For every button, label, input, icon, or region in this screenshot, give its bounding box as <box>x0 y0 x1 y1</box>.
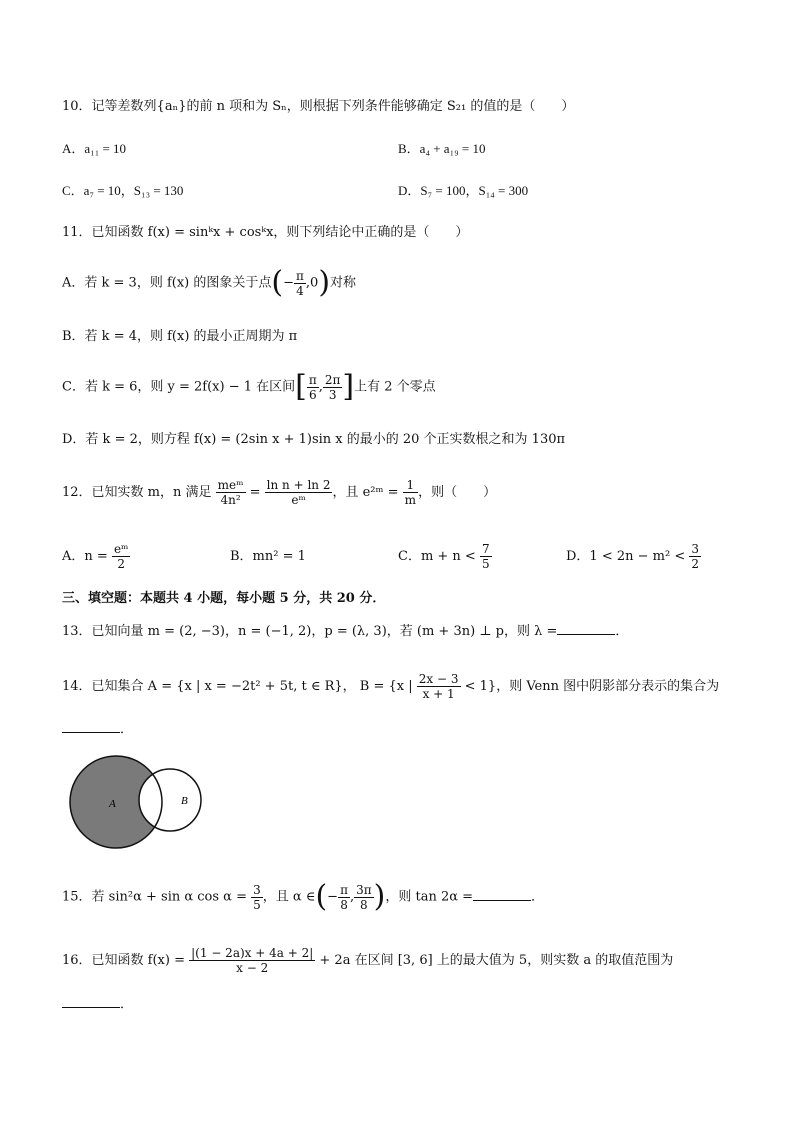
q12-stem-mid: ，且 e²ᵐ = <box>332 485 399 500</box>
q11-c-text: C．若 k = 6，则 y = 2f(x) − 1 在区间 <box>62 379 296 395</box>
q13-answer-blank[interactable] <box>557 622 615 635</box>
q12-option-a <box>62 540 130 574</box>
q14-b-num: 2x − 3 <box>418 672 459 686</box>
q13-stem <box>62 622 628 641</box>
q14-end: ． <box>120 722 134 737</box>
q12-rhs-num: ln n + ln 2 <box>266 478 331 492</box>
q12-a-pre: A．n = <box>62 549 108 564</box>
q13-text: 13．已知向量 m = (2, −3)，n = (−1, 2)，p = (λ, 3)，若 (m + 3n) ⊥ p，则 λ = <box>62 624 558 639</box>
q15-text-mid: ，且 α ∈ <box>262 889 316 905</box>
venn-diagram <box>62 755 212 860</box>
q11-c-hi <box>323 373 343 402</box>
q14-stem <box>62 670 719 704</box>
q12-stem-pre: 12．已知实数 m，n 满足 <box>62 485 212 500</box>
q15-value-frac <box>251 883 263 912</box>
q12-lhs-den: 4n² <box>220 493 241 507</box>
q12-c-den: 5 <box>481 557 490 571</box>
q11-c-lo-num: π <box>308 372 317 387</box>
q11-a-text: A．若 k = 3，则 f(x) 的图象关于点 <box>62 275 272 291</box>
q16-f-num: |(1 − 2a)x + 4a + 2| <box>191 946 314 960</box>
q10-option-c: C．a₇ = 10，S₁₃ = 130 <box>62 183 184 198</box>
q12-m-frac <box>403 478 418 507</box>
q12-d-frac <box>689 542 701 571</box>
q11-a-num: π <box>296 268 304 283</box>
q11-option-a: A．若 k = 3，则 f(x) 的图象关于点(− $\frac{\pi}{4}$ ,0)对称 <box>62 265 357 300</box>
q13-end: ． <box>615 624 629 639</box>
q12-a-frac <box>112 542 130 571</box>
q11-option-d: D．若 k = 2，则方程 f(x) = (2sin x + 1)sin x 的最小的 20 个正实数根之和为 130π <box>62 432 566 447</box>
q12-rhs <box>265 478 333 507</box>
q11-stem: 11．已知函数 f(x) = sinᵏx + cosᵏx，则下列结论中正确的是（ ） <box>62 225 469 240</box>
section-heading-fill-in: 三、填空题：本题共 4 小题，每小题 5 分，共 20 分． <box>62 591 386 606</box>
q15-text-post: ，则 tan 2α = <box>385 889 474 905</box>
q15-i2-den: 8 <box>360 897 368 912</box>
q11-c-hi-den: 3 <box>328 387 337 402</box>
q12-stem-post: ，则（ ） <box>418 485 497 500</box>
q16-answer-line <box>62 995 133 1014</box>
q16-stem <box>62 944 673 978</box>
q12-d-den: 2 <box>691 557 699 571</box>
venn-label-a: A <box>109 798 116 810</box>
q12-c-num: 7 <box>481 542 490 556</box>
q12-lhs-num: meᵐ <box>217 478 244 492</box>
q11-c-lo-den: 6 <box>308 387 317 402</box>
q12-d-pre: D．1 < 2n − m² < <box>566 549 686 564</box>
q16-fraction <box>189 946 315 975</box>
q15-answer-blank[interactable] <box>473 888 531 901</box>
q15-interval-lo <box>338 883 350 912</box>
q15-i2-num: 3π <box>356 882 372 897</box>
q15-i1-den: 8 <box>340 897 348 912</box>
q12-m-den: m <box>404 493 417 507</box>
q12-c-pre: C．m + n < <box>398 549 476 564</box>
q14-text-post: < 1}，则 Venn 图中阴影部分表示的集合为 <box>464 679 720 694</box>
q11-a-den: 4 <box>296 283 304 298</box>
q14-answer-blank[interactable] <box>62 720 120 733</box>
q12-option-b: B．mn² = 1 <box>230 549 306 564</box>
q11-option-c: C．若 k = 6，则 y = 2f(x) − 1 在区间[ $\frac{\pi}{6}$ , $\frac{2\pi}{3}$ ]上有 2 个零点 <box>62 369 436 404</box>
q14-text-a: 14．已知集合 A = {x | x = −2t² + 5t, t ∈ R}， <box>62 679 356 694</box>
q16-end: ． <box>120 997 134 1012</box>
q12-stem: 12．已知实数 m，n 满足 $\frac{\text{meᵐ}}{\text{4n²}}$ = $\frac{\text{ln n + ln 2}}{\text{eᵐ}}$ ，且 e²ᵐ = $\frac{1}{m}$ ，则（ ） <box>62 478 497 507</box>
q12-lhs <box>216 478 246 507</box>
q12-rhs-den: eᵐ <box>291 493 306 507</box>
q11-a-fraction <box>294 269 306 298</box>
q12-option-d <box>566 540 701 574</box>
q14-text-b: B = {x | <box>359 679 413 694</box>
q11-c-post: 上有 2 个零点 <box>354 379 436 395</box>
q16-text-pre: 16．已知函数 f(x) = <box>62 953 185 968</box>
q10-stem: 10．记等差数列{aₙ}的前 n 项和为 Sₙ，则根据下列条件能够确定 S₂₁ 的值的是（ ） <box>62 99 575 114</box>
q15-end: ． <box>531 889 545 905</box>
q16-text-post: + 2a 在区间 [3, 6] 上的最大值为 5，则实数 a 的取值范围为 <box>319 953 674 968</box>
q12-d-num: 3 <box>691 542 699 556</box>
q11-c-lo <box>307 373 319 402</box>
q15-stem: 15．若 sin²α + sin α cos α = $\frac{3}{5}$ ，且 α ∈(− $\frac{\pi}{8}$ , $\frac{3\pi}{8}$ )，则 tan 2α = ． <box>62 879 545 914</box>
q15-f-num: 3 <box>253 882 261 897</box>
q15-interval-hi <box>354 883 374 912</box>
q16-answer-blank[interactable] <box>62 995 120 1008</box>
venn-circle-b <box>139 769 201 831</box>
q12-option-c <box>398 540 492 574</box>
q12-c-frac <box>480 542 492 571</box>
q11-c-hi-num: 2π <box>324 372 341 387</box>
q10-option-d: D．S₇ = 100，S₁₄ = 300 <box>398 183 529 198</box>
q15-i1-num: π <box>340 882 348 897</box>
q12-m-num: 1 <box>403 478 418 493</box>
venn-label-b: B <box>181 795 188 807</box>
q15-f-den: 5 <box>253 897 261 912</box>
q12-a-num: eᵐ <box>113 542 129 556</box>
q15-text-pre: 15．若 sin²α + sin α cos α = <box>62 889 247 905</box>
q10-option-a: A．a₁₁ = 10 <box>62 141 127 156</box>
q14-answer-line <box>62 720 133 739</box>
q11-option-b: B．若 k = 4，则 f(x) 的最小正周期为 π <box>62 329 298 344</box>
q16-f-den: x − 2 <box>236 961 269 975</box>
q11-a-post: 对称 <box>330 275 357 291</box>
q10-option-b: B．a₄ + a₁₉ = 10 <box>398 141 486 156</box>
q12-a-den: 2 <box>117 557 125 571</box>
q14-b-frac <box>417 672 461 701</box>
q14-b-den: x + 1 <box>422 687 455 701</box>
